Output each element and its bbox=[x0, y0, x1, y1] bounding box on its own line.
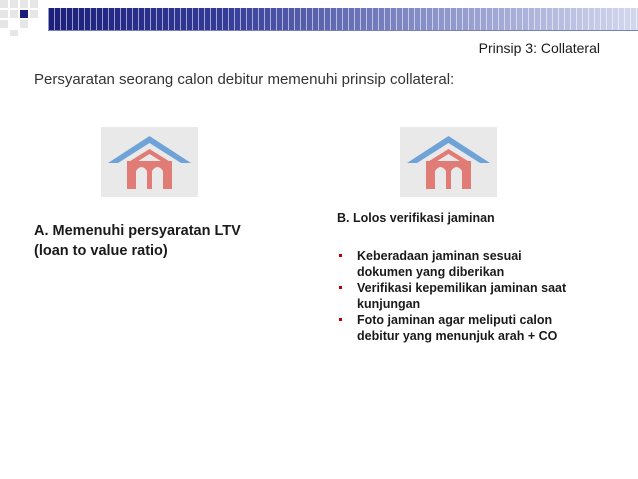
deco-square bbox=[0, 0, 8, 8]
house-icon bbox=[101, 127, 198, 197]
deco-square bbox=[0, 10, 8, 18]
bullet-icon bbox=[339, 318, 342, 321]
deco-square bbox=[0, 20, 8, 28]
ltv-heading bbox=[34, 221, 304, 261]
deco-square-blue bbox=[20, 10, 28, 18]
list-item bbox=[337, 248, 617, 280]
intro-text: Persyaratan seorang calon debitur memenuhi prinsip collateral: bbox=[34, 71, 455, 88]
list-item-line2: kunjungan bbox=[357, 297, 421, 311]
slide-title: Prinsip 3: Collateral bbox=[478, 40, 600, 56]
deco-square bbox=[20, 20, 28, 28]
list-item-line1: Foto jaminan agar meliputi calon bbox=[357, 313, 553, 327]
deco-square bbox=[10, 0, 18, 8]
ltv-heading-line1: A. Memenuhi persyaratan LTV bbox=[34, 223, 241, 239]
deco-square bbox=[10, 10, 18, 18]
house-icon bbox=[400, 127, 497, 197]
ltv-heading-line2: (loan to value ratio) bbox=[34, 243, 168, 259]
deco-square bbox=[30, 0, 38, 8]
list-item-line1: Verifikasi kepemilikan jaminan saat bbox=[357, 281, 567, 295]
list-item-line2: dokumen yang diberikan bbox=[357, 265, 505, 279]
deco-square bbox=[20, 0, 28, 8]
list-item-line1: Keberadaan jaminan sesuai bbox=[357, 249, 522, 263]
list-item bbox=[337, 312, 617, 344]
bullet-icon bbox=[339, 254, 342, 257]
header-divider bbox=[48, 30, 638, 31]
verification-heading: B. Lolos verifikasi jaminan bbox=[337, 211, 495, 225]
deco-square bbox=[10, 30, 18, 36]
header-bar bbox=[0, 0, 638, 36]
verification-list bbox=[337, 248, 617, 344]
deco-square bbox=[30, 10, 38, 18]
list-item-line2: debitur yang menunjuk arah + CO bbox=[357, 329, 558, 343]
bullet-icon bbox=[339, 286, 342, 289]
header-gradient-band bbox=[48, 8, 638, 30]
list-item bbox=[337, 280, 617, 312]
